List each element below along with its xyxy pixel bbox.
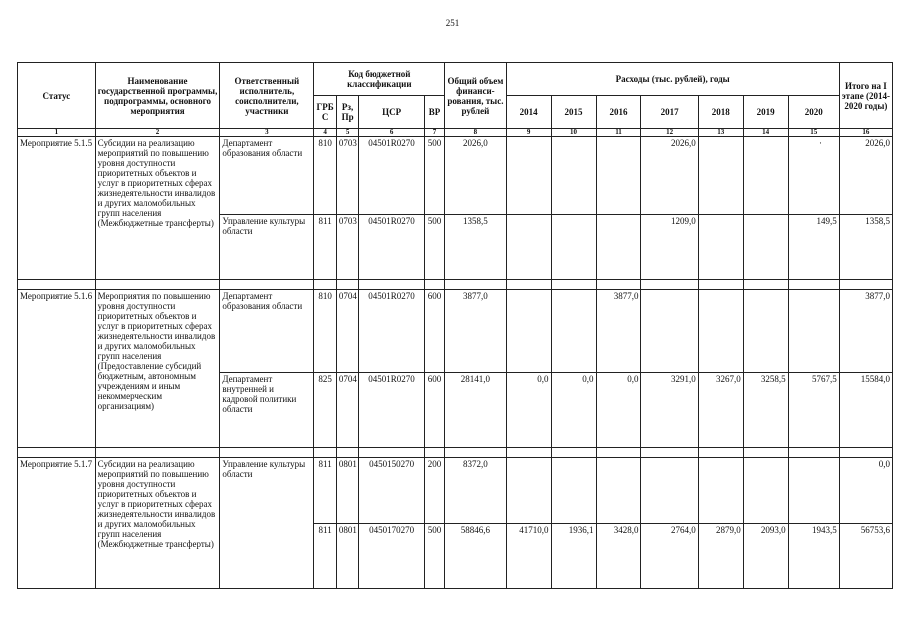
year-2019-cell (743, 458, 788, 524)
rzpr-cell: 0801 (336, 524, 358, 589)
year-2014-cell (506, 458, 551, 524)
spacer-cell (445, 280, 506, 290)
table-row (18, 290, 893, 373)
vr-cell: 500 (424, 524, 444, 589)
budget-table (17, 62, 893, 589)
header-year-2020: 2020 (788, 96, 839, 129)
csr-cell: 0450170270 (359, 524, 424, 589)
spacer-cell (424, 448, 444, 458)
year-2014-cell (506, 137, 551, 215)
csr-cell: 04501R0270 (359, 290, 424, 373)
spacer-cell (596, 448, 641, 458)
grbs-cell: 811 (314, 524, 336, 589)
stage-total-cell: 56753,6 (839, 524, 892, 589)
year-2019-cell (743, 290, 788, 373)
executor-cell: Департамент образования области (220, 290, 314, 373)
year-2018-cell: 2879,0 (698, 524, 743, 589)
executor-cell: Управление культуры области (220, 215, 314, 280)
rzpr-cell: 0704 (336, 373, 358, 448)
grbs-cell: 811 (314, 215, 336, 280)
csr-cell: 04501R0270 (359, 137, 424, 215)
csr-cell: 04501R0270 (359, 215, 424, 280)
grbs-cell: 811 (314, 458, 336, 524)
status-cell: Мероприятие 5.1.7 (18, 458, 96, 589)
vr-cell: 600 (424, 290, 444, 373)
year-2015-cell (551, 458, 596, 524)
header-grbs: ГРБ С (314, 96, 336, 129)
year-2018-cell (698, 137, 743, 215)
spacer-cell (743, 280, 788, 290)
year-2014-cell: 41710,0 (506, 524, 551, 589)
spacer-row (18, 280, 893, 290)
year-2016-cell: 0,0 (596, 373, 641, 448)
stray-mark: · (819, 138, 822, 148)
spacer-cell (698, 448, 743, 458)
year-2018-cell (698, 290, 743, 373)
spacer-cell (641, 448, 698, 458)
spacer-cell (95, 448, 220, 458)
year-2016-cell: 3877,0 (596, 290, 641, 373)
header-row (18, 63, 893, 96)
year-2015-cell: 1936,1 (551, 524, 596, 589)
stage-total-cell: 15584,0 (839, 373, 892, 448)
year-2017-cell: 1209,0 (641, 215, 698, 280)
year-2017-cell: 2764,0 (641, 524, 698, 589)
year-2020-cell (788, 458, 839, 524)
total-funding-cell: 2026,0 (445, 137, 506, 215)
spacer-cell (220, 280, 314, 290)
year-2017-cell (641, 458, 698, 524)
vr-cell: 200 (424, 458, 444, 524)
column-number: 15 (788, 129, 839, 137)
total-funding-cell: 28141,0 (445, 373, 506, 448)
year-2016-cell: 3428,0 (596, 524, 641, 589)
total-funding-cell: 1358,5 (445, 215, 506, 280)
status-cell: Мероприятие 5.1.5 (18, 137, 96, 280)
table-row (18, 137, 893, 215)
spacer-cell (359, 280, 424, 290)
year-2016-cell (596, 458, 641, 524)
status-cell: Мероприятие 5.1.6 (18, 290, 96, 448)
spacer-cell (220, 448, 314, 458)
header-year-2016: 2016 (596, 96, 641, 129)
spacer-cell (336, 448, 358, 458)
year-2015-cell (551, 215, 596, 280)
grbs-cell: 825 (314, 373, 336, 448)
spacer-cell (788, 280, 839, 290)
stage-total-cell: 0,0 (839, 458, 892, 524)
spacer-cell (506, 280, 551, 290)
rzpr-cell: 0801 (336, 458, 358, 524)
csr-cell: 0450150270 (359, 458, 424, 524)
vr-cell: 600 (424, 373, 444, 448)
year-2017-cell: 2026,0 (641, 137, 698, 215)
column-number: 2 (95, 129, 220, 137)
year-2019-cell: 2093,0 (743, 524, 788, 589)
column-number: 10 (551, 129, 596, 137)
year-2016-cell (596, 215, 641, 280)
header-expenses: Расходы (тыс. рублей), годы (506, 63, 839, 96)
rzpr-cell: 0703 (336, 215, 358, 280)
year-2017-cell (641, 290, 698, 373)
spacer-cell (445, 448, 506, 458)
year-2020-cell (788, 137, 839, 215)
year-2020-cell: 1943,5 (788, 524, 839, 589)
column-number: 1 (18, 129, 96, 137)
spacer-cell (359, 448, 424, 458)
spacer-cell (314, 448, 336, 458)
spacer-cell (424, 280, 444, 290)
measure-name-cell: Мероприятия по повышению уровня доступности приоритетных объектов и услуг в приоритетных сферах жизнедеятельности инвалидов и других маломобильных групп населения (Предоставление субсидий бюджетным, автономным учреждениям и иным некоммерческим организациям) (95, 290, 220, 448)
table-row (18, 458, 893, 524)
spacer-cell (18, 280, 96, 290)
column-number: 4 (314, 129, 336, 137)
stage-total-cell: 2026,0 (839, 137, 892, 215)
spacer-cell (743, 448, 788, 458)
spacer-cell (18, 448, 96, 458)
year-2014-cell: 0,0 (506, 373, 551, 448)
header-year-2014: 2014 (506, 96, 551, 129)
header-year-2017: 2017 (641, 96, 698, 129)
total-funding-cell: 58846,6 (445, 524, 506, 589)
column-number: 7 (424, 129, 444, 137)
header-year-2019: 2019 (743, 96, 788, 129)
year-2018-cell (698, 458, 743, 524)
spacer-cell (839, 448, 892, 458)
grbs-cell: 810 (314, 290, 336, 373)
stage-total-cell: 1358,5 (839, 215, 892, 280)
year-2014-cell (506, 290, 551, 373)
year-2017-cell: 3291,0 (641, 373, 698, 448)
year-2014-cell (506, 215, 551, 280)
column-number: 9 (506, 129, 551, 137)
measure-name-cell: Субсидии на реализацию мероприятий по повышению уровня доступности приоритетных объектов и услуг в приоритетных сферах жизнедеятельности инвалидов и других маломобильных групп населения (Межбюджетные трансферты) (95, 137, 220, 280)
year-2019-cell: 3258,5 (743, 373, 788, 448)
year-2019-cell (743, 137, 788, 215)
header-rzpr: Рз, Пр (336, 96, 358, 129)
spacer-cell (839, 280, 892, 290)
executor-cell: Департамент образования области (220, 137, 314, 215)
spacer-cell (314, 280, 336, 290)
vr-cell: 500 (424, 137, 444, 215)
spacer-cell (641, 280, 698, 290)
column-number-row (18, 129, 893, 137)
header-csr: ЦСР (359, 96, 424, 129)
spacer-cell (336, 280, 358, 290)
total-funding-cell: 8372,0 (445, 458, 506, 524)
spacer-cell (95, 280, 220, 290)
spacer-cell (596, 280, 641, 290)
column-number: 6 (359, 129, 424, 137)
executor-cell: Департамент внутренней и кадровой политики области (220, 373, 314, 448)
year-2015-cell (551, 290, 596, 373)
year-2019-cell (743, 215, 788, 280)
column-number: 8 (445, 129, 506, 137)
header-status: Статус (18, 63, 96, 129)
header-stage-total: Итого на I этапе (2014-2020 годы) (839, 63, 892, 129)
year-2020-cell (788, 290, 839, 373)
year-2016-cell (596, 137, 641, 215)
column-number: 5 (336, 129, 358, 137)
csr-cell: 04501R0270 (359, 373, 424, 448)
measure-name-cell: Субсидии на реализацию мероприятий по повышению уровня доступности приоритетных объектов и услуг в приоритетных сферах жизнедеятельности инвалидов и других маломобильных групп населения (Межбюджетные трансферты) (95, 458, 220, 589)
spacer-row (18, 448, 893, 458)
column-number: 16 (839, 129, 892, 137)
rzpr-cell: 0703 (336, 137, 358, 215)
header-year-2018: 2018 (698, 96, 743, 129)
column-number: 11 (596, 129, 641, 137)
header-executor: Ответственный исполнитель, соисполнители, участники (220, 63, 314, 129)
spacer-cell (506, 448, 551, 458)
year-2015-cell (551, 137, 596, 215)
year-2018-cell (698, 215, 743, 280)
header-vr: ВР (424, 96, 444, 129)
year-2015-cell: 0,0 (551, 373, 596, 448)
vr-cell: 500 (424, 215, 444, 280)
stage-total-cell: 3877,0 (839, 290, 892, 373)
column-number: 13 (698, 129, 743, 137)
year-2020-cell: 5767,5 (788, 373, 839, 448)
column-number: 14 (743, 129, 788, 137)
grbs-cell: 810 (314, 137, 336, 215)
page-number: 251 (445, 18, 460, 28)
year-2020-cell: 149,5 (788, 215, 839, 280)
spacer-cell (698, 280, 743, 290)
spacer-cell (788, 448, 839, 458)
total-funding-cell: 3877,0 (445, 290, 506, 373)
column-number: 12 (641, 129, 698, 137)
header-program-name: Наименование государственной программы, подпрограммы, основного мероприятия (95, 63, 220, 129)
header-year-2015: 2015 (551, 96, 596, 129)
rzpr-cell: 0704 (336, 290, 358, 373)
year-2018-cell: 3267,0 (698, 373, 743, 448)
executor-cell: Управление культуры области (220, 458, 314, 589)
spacer-cell (551, 280, 596, 290)
header-budget-code: Код бюджетной классификации (314, 63, 445, 96)
header-total-funding: Общий объем финанси-рования, тыс. рублей (445, 63, 506, 129)
column-number: 3 (220, 129, 314, 137)
spacer-cell (551, 448, 596, 458)
